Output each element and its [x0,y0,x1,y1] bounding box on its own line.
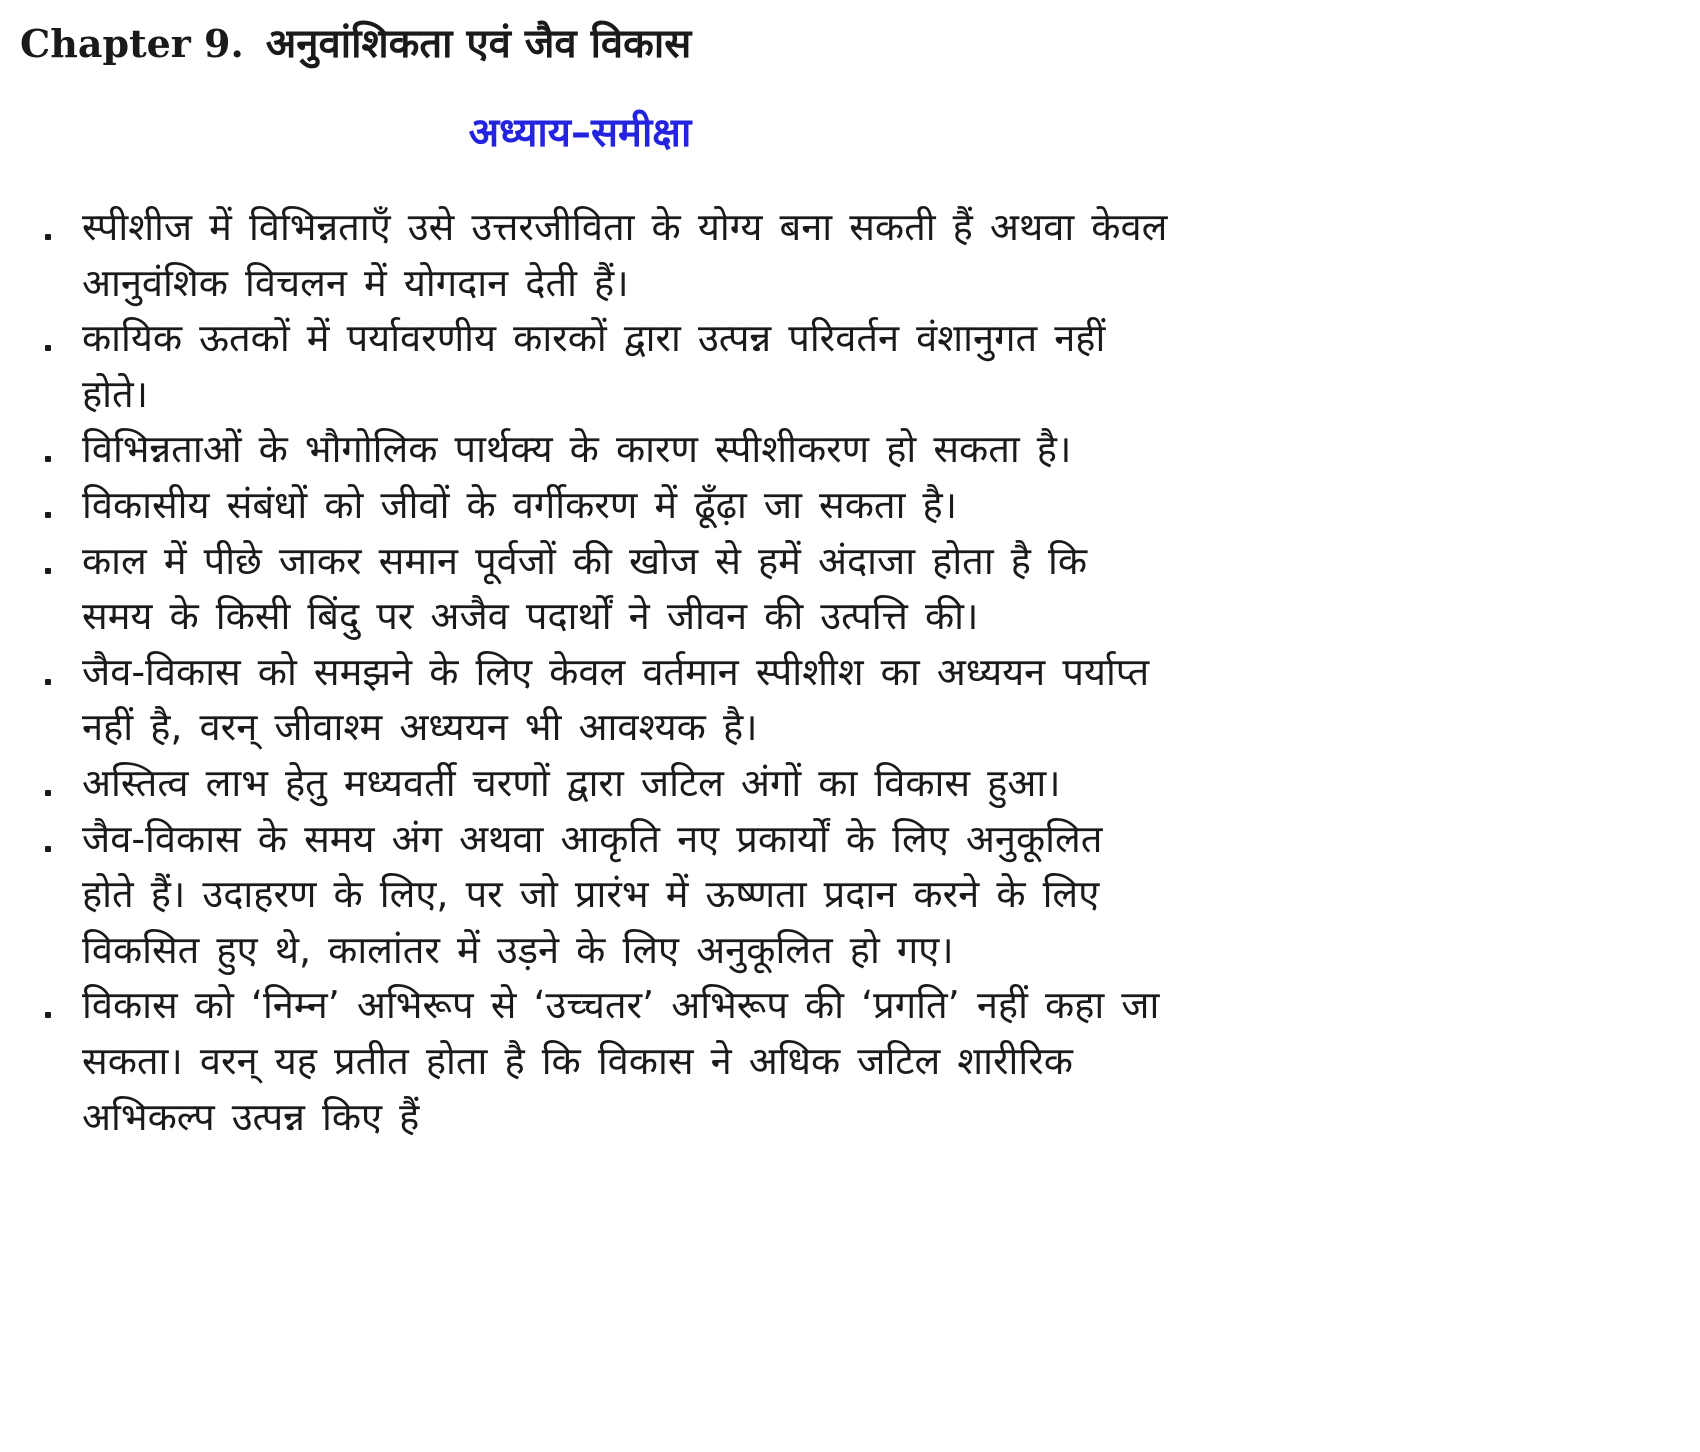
summary-point-9: विकास को ‘निम्न’ अभिरूप से ‘उच्चतर’ अभिरूप की ‘प्रगति’ नहीं कहा जा सकता। वरन् यह प्रतीत होता है कि विकास ने अधिक जटिल शारीरिक अभिकल्प उत्पन्न किए हैं [40,978,1170,1145]
chapter-title: अनुवांशिकता एवं जैव विकास [265,21,692,67]
summary-point-5: काल में पीछे जाकर समान पूर्वजों की खोज से हमें अंदाजा होता है कि समय के किसी बिंदु पर अजैव पदार्थों ने जीवन की उत्पत्ति की। [40,534,1170,645]
summary-point-1: स्पीशीज में विभिन्नताएँ उसे उत्तरजीविता के योग्य बना सकती हैं अथवा केवल आनुवंशिक विचलन में योगदान देती हैं। [40,200,1170,311]
summary-list [40,200,1170,1145]
chapter-number: Chapter 9. [20,21,244,66]
section-title: अध्याय–समीक्षा [468,110,692,156]
summary-point-6: जैव-विकास को समझने के लिए केवल वर्तमान स्पीशीश का अध्ययन पर्याप्त नहीं है, वरन् जीवाश्म अध्ययन भी आवश्यक है। [40,645,1170,756]
summary-point-2: कायिक ऊतकों में पर्यावरणीय कारकों द्वारा उत्पन्न परिवर्तन वंशानुगत नहीं होते। [40,311,1170,422]
summary-point-8: जैव-विकास के समय अंग अथवा आकृति नए प्रकार्यों के लिए अनुकूलित होते हैं। उदाहरण के लिए, पर जो प्रारंभ में ऊष्णता प्रदान करने के लिए विकसित हुए थे, कालांतर में उड़ने के लिए अनुकूलित हो गए। [40,812,1170,979]
summary-point-7: अस्तित्व लाभ हेतु मध्यवर्ती चरणों द्वारा जटिल अंगों का विकास हुआ। [40,756,1170,812]
summary-point-3: विभिन्नताओं के भौगोलिक पार्थक्य के कारण स्पीशीकरण हो सकता है। [40,422,1170,478]
chapter-heading [20,14,691,74]
summary-point-4: विकासीय संबंधों को जीवों के वर्गीकरण में ढूँढ़ा जा सकता है। [40,478,1170,534]
